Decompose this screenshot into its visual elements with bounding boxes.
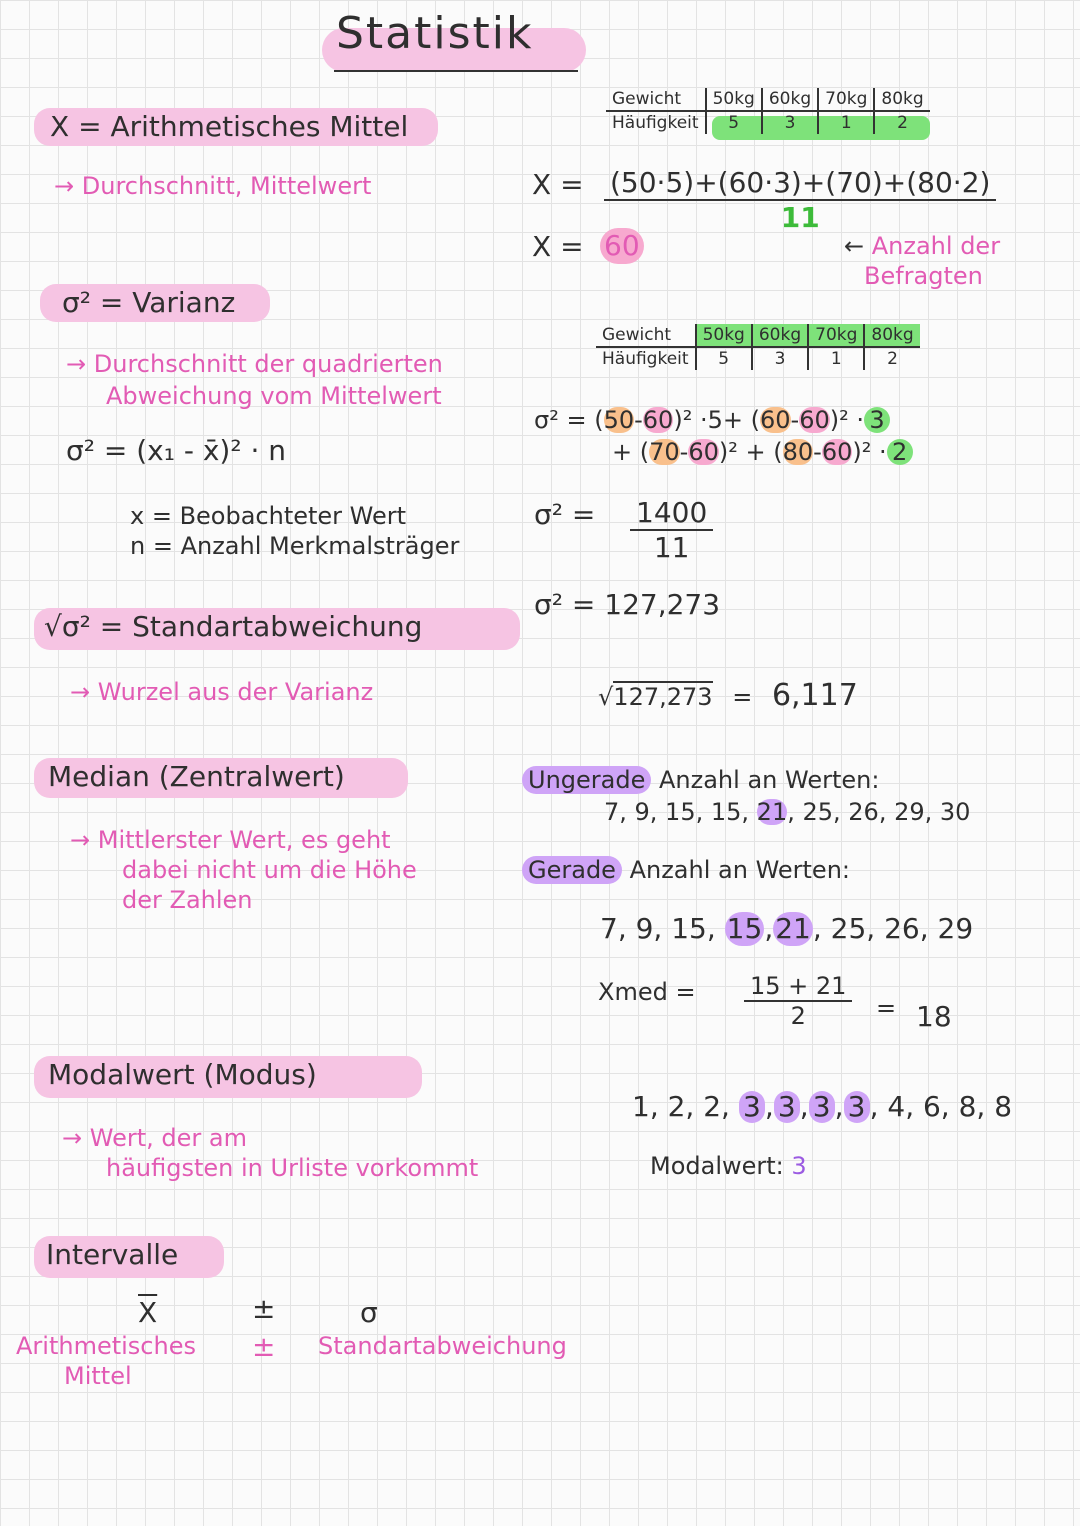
mean-annotation-line1: Anzahl der (871, 232, 1001, 260)
intervals-mean-symbol: $\overline{X}$ (138, 1296, 158, 1329)
mean-example-lhs: X = (532, 168, 584, 201)
variance-frac-den: 11 (653, 531, 690, 564)
table-cell: 60kg (762, 88, 818, 111)
v-minus2: - (790, 406, 800, 434)
variance-def-n: n = Anzahl Merkmalsträger (130, 532, 460, 560)
variance-formula: σ² = (x₁ - x̄)² · n (66, 434, 287, 467)
mean-example-denominator: 11 (780, 201, 820, 234)
intervals-pm-bottom: ± (252, 1330, 276, 1363)
median-note-line1 (70, 826, 391, 854)
median-even-values: 7, 9, 15, 15,21, 25, 26, 29 (600, 912, 974, 945)
median-odd-rest: Anzahl an Werten: (659, 766, 880, 794)
table-cell: 50kg (706, 88, 762, 111)
median-even-after: , 25, 26, 29 (812, 912, 974, 945)
variance-example-table (596, 324, 920, 370)
arrow-right-icon: → (66, 350, 94, 378)
table-cell: 3 (762, 111, 818, 134)
mean-example-fraction (604, 166, 996, 234)
intervals-mean-label-line2: Mittel (64, 1362, 132, 1390)
title-underline (334, 70, 578, 72)
v-60b: 60 (799, 406, 830, 434)
v-minus4: - (813, 438, 822, 466)
mean-example-table (606, 88, 930, 134)
xmed-num: 15 + 21 (744, 972, 852, 1002)
mean-example-numerator: (50·5)+(60·3)+(70)+(80·2) (604, 166, 996, 201)
xmed-result: 18 (916, 1000, 952, 1033)
table-cell: 60kg (752, 324, 808, 347)
v-50: 50 (603, 406, 635, 434)
table-cell: Gewicht (596, 324, 696, 347)
mean-annotation-line2: Befragten (864, 262, 983, 290)
mode-note-line1-text: Wert, der am (89, 1124, 247, 1152)
variance-result-value: 127,273 (604, 588, 721, 621)
table-cell: 2 (864, 347, 919, 370)
v-end1: )² · (829, 406, 864, 434)
xmed-den: 2 (790, 1002, 806, 1030)
v-plus-open: + ( (722, 406, 760, 434)
median-even-label: Gerade (522, 856, 622, 884)
variance-result-lhs: σ² = (534, 588, 596, 621)
mode-result-label: Modalwert: (650, 1152, 784, 1180)
intervals-mean-label-line1: Arithmetisches (16, 1332, 196, 1360)
median-odd-values (604, 798, 970, 826)
variance-fraction (630, 496, 713, 564)
table-cell: Gewicht (606, 88, 706, 111)
variance-frac-num: 1400 (630, 496, 713, 531)
mode-value-3b: 3 (774, 1091, 800, 1123)
table-cell: 1 (808, 347, 864, 370)
intervals-heading: Intervalle (46, 1238, 179, 1271)
variance-note-line2: Abweichung vom Mittelwert (106, 382, 442, 410)
arrow-left-icon: ← (844, 232, 872, 260)
table-cell: 5 (696, 347, 752, 370)
mode-values: 1, 2, 2, 3 , 3 , 3 , 3 , 4, 6, 8, 8 (632, 1090, 1013, 1123)
sqrt-arg: 127,273 (613, 683, 713, 711)
table-cell: 80kg (874, 88, 929, 111)
variance-note-line1 (66, 350, 443, 378)
v-60a: 60 (642, 406, 674, 434)
variance-def-x: x = Beobachteter Wert (130, 502, 407, 530)
mode-values-after: , 4, 6, 8, 8 (869, 1090, 1013, 1123)
median-even-mid2: 21 (775, 912, 811, 945)
v-minus: - (634, 406, 643, 434)
xmed-fraction (744, 972, 852, 1030)
variance-result (534, 588, 720, 621)
v-prefix2: + ( (612, 438, 650, 466)
xmed-eq: = (876, 994, 897, 1022)
v-end2: )² · (852, 438, 887, 466)
median-odd-header (522, 766, 879, 794)
intervals-sigma-symbol: σ (360, 1296, 378, 1329)
mode-result (650, 1152, 807, 1180)
table-cell: 1 (818, 111, 874, 134)
median-note-line2: dabei nicht um die Höhe (122, 856, 417, 884)
page-title: Statistik (336, 8, 534, 59)
median-heading: Median (Zentralwert) (48, 760, 345, 793)
sqrt-result: 6,117 (771, 678, 858, 713)
mean-note (54, 172, 371, 200)
median-even-header (522, 856, 850, 884)
median-odd-after: , 25, 26, 29, 30 (787, 798, 971, 826)
v-60: 60 (759, 406, 791, 434)
xmed-label: Xmed = (598, 978, 696, 1006)
median-note-line1-text: Mittlerster Wert, es geht (97, 826, 391, 854)
v-mid1: )² · (673, 406, 708, 434)
mode-value-3d: 3 (844, 1091, 870, 1123)
mode-value-3a: 3 (739, 1091, 765, 1123)
table-cell: Häufigkeit (612, 113, 699, 133)
v-h3: 3 (864, 407, 890, 433)
table-cell: 70kg (808, 324, 864, 347)
median-odd-mid: 21 (756, 798, 788, 826)
mode-values-before: 1, 2, 2, (632, 1090, 730, 1123)
variance-frac-lhs: σ² = (534, 498, 596, 531)
arrow-right-icon: → (70, 678, 98, 706)
mode-value-3c: 3 (809, 1091, 835, 1123)
mean-example-annotation (844, 232, 1000, 260)
mode-result-value: 3 (791, 1152, 807, 1180)
table-cell: Häufigkeit (602, 349, 689, 369)
variance-note-line1-text: Durchschnitt der quadrierten (93, 350, 443, 378)
v-mid2: )² + ( (718, 438, 783, 466)
v-60c: 60 (688, 438, 719, 466)
mode-note-line2: häufigsten in Urliste vorkommt (106, 1154, 479, 1182)
mean-result-value: 60 (600, 228, 644, 264)
mean-result (600, 228, 644, 264)
v-70: 70 (649, 438, 680, 466)
sqrt-symbol: √ (598, 683, 614, 711)
intervals-sigma-label: Standartabweichung (318, 1332, 567, 1360)
stddev-result (598, 678, 858, 713)
v-80: 80 (782, 438, 814, 466)
arrow-right-icon: → (54, 172, 82, 200)
median-note-line3: der Zahlen (122, 886, 253, 914)
median-odd-label: Ungerade (522, 766, 651, 794)
v-h5: 5 (707, 406, 723, 434)
v-prefix: σ² = ( (534, 406, 604, 434)
table-cell: 50kg (696, 324, 752, 347)
table-cell: 70kg (818, 88, 874, 111)
median-even-mid1: 15 (726, 912, 763, 945)
table-cell: 80kg (864, 324, 919, 347)
stddev-note-text: Wurzel aus der Varianz (97, 678, 374, 706)
sqrt-eq: = (732, 683, 753, 711)
mean-result-lhs: X = (532, 230, 584, 263)
intervals-pm-top: ± (252, 1292, 276, 1325)
table-cell: 2 (874, 111, 929, 134)
table-cell: 5 (706, 111, 762, 134)
v-minus3: - (679, 438, 689, 466)
variance-heading: σ² = Varianz (62, 286, 236, 319)
mean-heading: X = Arithmetisches Mittel (50, 110, 409, 143)
stddev-note (70, 678, 373, 706)
v-60d: 60 (821, 438, 853, 466)
mean-note-text: Durchschnitt, Mittelwert (81, 172, 372, 200)
median-odd-before: 7, 9, 15, 15, (604, 798, 750, 826)
variance-example-line2 (612, 438, 913, 466)
stddev-heading: √σ² = Standartabweichung (44, 610, 423, 643)
arrow-right-icon: → (70, 826, 98, 854)
median-even-before: 7, 9, 15, (600, 912, 716, 945)
mode-note-line1 (62, 1124, 247, 1152)
v-h2: 2 (887, 439, 913, 465)
arrow-right-icon: → (62, 1124, 90, 1152)
variance-example-line1 (534, 406, 890, 434)
median-even-rest: Anzahl an Werten: (629, 856, 850, 884)
mode-heading: Modalwert (Modus) (48, 1058, 317, 1091)
table-cell: 3 (752, 347, 808, 370)
